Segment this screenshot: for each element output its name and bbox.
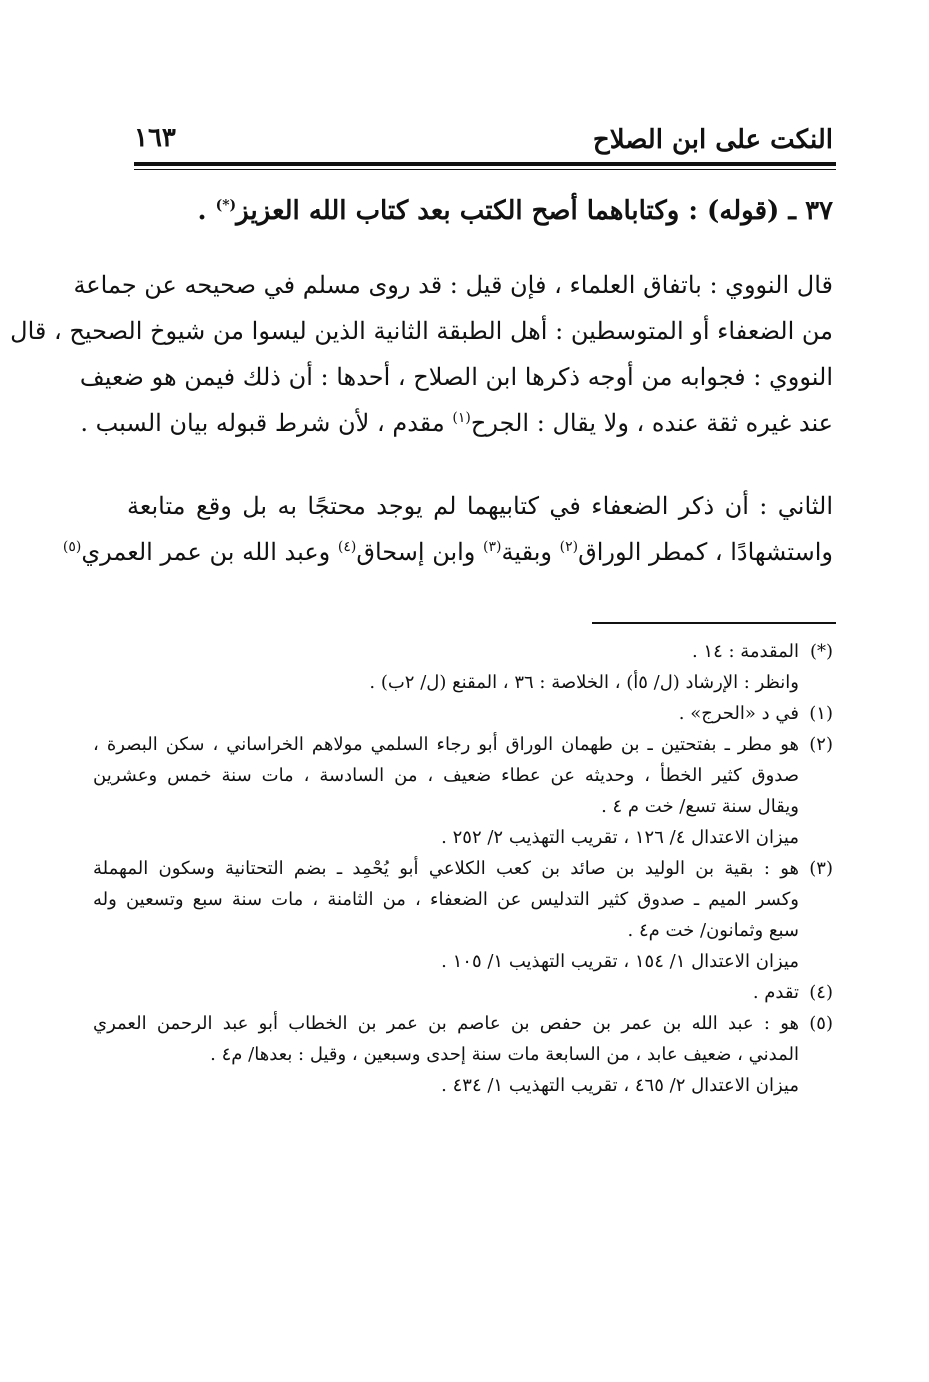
footnote-5-line-2: المدني ، ضعيف عابد ، من السابعة مات سنة إحدى وسبعين ، وقيل : بعدها/ م٤ . xyxy=(210,1044,799,1065)
paragraph-2-line-2-b: وبقية xyxy=(501,538,560,566)
paragraph-2-line-2-a: واستشهادًا ، كمطر الوراق xyxy=(578,538,833,566)
footnote-3-line-4: ميزان الاعتدال ١/ ١٥٤ ، تقريب التهذيب ١/ ١٠٥ . xyxy=(441,951,799,972)
footnote-ref-4: (٤) xyxy=(337,539,357,555)
footnote-4 xyxy=(93,977,833,1008)
heading-footnote-mark: (*) xyxy=(215,197,237,214)
footnote-star-line-1: المقدمة : ١٤ . xyxy=(691,641,799,662)
paragraph-1-line-3: النووي : فجوابه من أوجه ذكرها ابن الصلاح ، أحدها : أن ذلك فيمن هو ضعيف xyxy=(79,363,833,391)
footnote-separator xyxy=(592,622,836,624)
header-rule-thin xyxy=(134,169,836,170)
paragraph-1-line-4-a: عند غيره ثقة عنده ، ولا يقال : الجرح xyxy=(470,409,833,437)
footnote-5-line-3: ميزان الاعتدال ٢/ ٤٦٥ ، تقريب التهذيب ١/ ٤٣٤ . xyxy=(441,1075,799,1096)
footnote-3-line-3: سبع وثمانون/ خت م٤ . xyxy=(627,920,799,941)
footnote-ref-2: (٢) xyxy=(559,539,579,555)
footnote-2-line-2: صدوق كثير الخطأ ، وحديثه عن عطاء ضعيف ، من السادسة ، مات سنة خمس وعشرين xyxy=(93,765,799,786)
footnote-5-line-1: هو : عبد الله بن عمر بن حفص بن عاصم بن عمر بن الخطاب أبو عبد الرحمن العمري xyxy=(93,1013,799,1034)
footnote-ref-3: (٣) xyxy=(483,539,502,555)
footnote-2-line-4: ميزان الاعتدال ٤/ ١٢٦ ، تقريب التهذيب ٢/ ٢٥٢ . xyxy=(441,827,799,848)
footnote-ref-1: (١) xyxy=(452,410,471,426)
section-heading-text: ٣٧ ـ (قوله) : وكتاباهما أصح الكتب بعد كتاب الله العزيز xyxy=(236,196,833,226)
footnote-star-line-2: وانظر : الإرشاد (ل/ ٥أ) ، الخلاصة : ٣٦ ، المقنع (ل/ ٢ب) . xyxy=(369,672,799,693)
paragraph-1-line-4-b: مقدم ، لأن شرط قبوله بيان السبب . xyxy=(80,409,453,437)
footnote-2-mark: (٢) xyxy=(809,734,833,755)
running-header-title: النكت على ابن الصلاح xyxy=(592,125,833,155)
header-rule xyxy=(134,162,836,166)
footnote-2-line-3: ويقال سنة تسع/ خت م ٤ . xyxy=(601,796,799,817)
footnote-1-line-1: في د «الحرج» . xyxy=(678,703,799,724)
footnote-2 xyxy=(93,729,833,853)
section-heading-end: . xyxy=(197,196,216,226)
paragraph-2-line-2-d: وعبد الله بن عمر العمري xyxy=(81,538,338,566)
footnotes xyxy=(93,636,833,1101)
footnote-4-line-1: تقدم . xyxy=(752,982,799,1003)
footnote-3-mark: (٣) xyxy=(809,858,833,879)
footnote-3-line-2: وكسر الميم ـ صدوق كثير التدليس عن الضعفاء ، من الثامنة ، مات سنة سبع وتسعين وله xyxy=(93,889,799,910)
footnote-5 xyxy=(93,1008,833,1101)
paragraph-2-line-2-c: وابن إسحاق xyxy=(356,538,484,566)
paragraph-2-line-1: الثاني : أن ذكر الضعفاء في كتابيهما لم يوجد محتجًا به بل وقع متابعة xyxy=(127,492,833,520)
footnote-2-line-1: هو مطر ـ بفتحتين ـ بن طهمان الوراق أبو رجاء السلمي مولاهم الخراساني ، سكن البصرة ، xyxy=(93,734,799,755)
footnote-star xyxy=(93,636,833,698)
footnote-ref-5: (٥) xyxy=(62,539,82,555)
paragraph-1-line-4 xyxy=(80,400,833,446)
footnote-5-mark: (٥) xyxy=(809,1013,833,1034)
footnote-3 xyxy=(93,853,833,977)
paragraph-1 xyxy=(10,262,833,446)
footnote-4-mark: (٤) xyxy=(809,982,833,1003)
page-number: ١٦٣ xyxy=(134,123,176,153)
paragraph-2 xyxy=(62,483,833,575)
paragraph-1-line-2: من الضعفاء أو المتوسطين : أهل الطبقة الثانية الذين ليسوا من شيوخ الصحيح ، قال xyxy=(10,317,833,345)
footnote-3-line-1: هو : بقية بن الوليد بن صائد بن كعب الكلاعي أبو يُحْمِد ـ بضم التحتانية وسكون المهملة xyxy=(93,858,799,879)
footnote-1 xyxy=(93,698,833,729)
footnote-1-mark: (١) xyxy=(809,703,833,724)
paragraph-1-line-1: قال النووي : باتفاق العلماء ، فإن قيل : قد روى مسلم في صحيحه عن جماعة xyxy=(73,271,833,299)
paragraph-2-line-2 xyxy=(62,529,833,575)
footnote-star-mark: (*) xyxy=(809,641,833,662)
section-heading xyxy=(133,196,833,226)
